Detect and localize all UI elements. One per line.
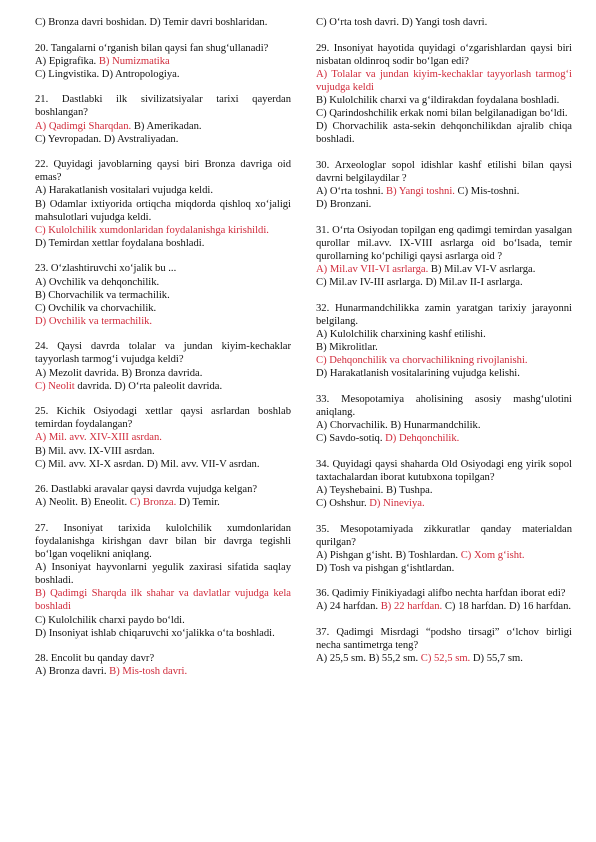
text-line — [35, 93, 291, 119]
correct-answer-text: A) Qadimgi Sharqdan. — [35, 120, 132, 132]
text-line — [316, 432, 572, 445]
question-text: A) Epigrafika. — [35, 55, 99, 67]
text-line — [35, 302, 291, 315]
question-text: 37. Qadimgi Misrdagi “podsho tirsagi” o‘lchov birligi necha santimetrga teng? — [316, 627, 572, 652]
text-line — [35, 16, 291, 29]
correct-answer-text: D) Ovchilik va termachilik. — [35, 315, 153, 327]
question-text: A) 24 harfdan. — [316, 601, 381, 613]
question-block — [35, 158, 291, 250]
question-text: D) Temir. — [176, 497, 220, 509]
right-column — [316, 16, 572, 678]
text-line — [35, 184, 291, 197]
text-line — [35, 627, 291, 640]
text-line — [316, 587, 572, 600]
question-text: C) O‘rta tosh davri. D) Yangi tosh davri. — [316, 17, 488, 28]
question-text: B) Amerikadan. — [131, 120, 202, 132]
question-text: A) Chorvachilik. B) Hunarmandchilik. — [316, 419, 481, 431]
text-line — [316, 16, 572, 29]
text-line — [316, 600, 572, 613]
question-text: C) Ovchilik va chorvachilik. — [35, 302, 157, 314]
correct-answer-text: B) Yangi toshni. — [386, 186, 455, 198]
text-line — [35, 120, 291, 133]
correct-answer-text: A) Tolalar va jundan kiyim-kechaklar tayyorlash tarmog‘i vujudga keldi — [316, 68, 572, 93]
text-line — [35, 55, 291, 68]
text-line — [35, 276, 291, 289]
correct-answer-text: C) Neolit — [35, 380, 75, 392]
text-line — [316, 562, 572, 575]
question-block — [35, 483, 291, 509]
question-text: C) Qarindoshchilik erkak nomi bilan belgilanadigan bo‘ldi. — [316, 108, 568, 120]
question-block — [35, 16, 291, 29]
text-line — [316, 302, 572, 328]
question-text: C) Oshshur. — [316, 497, 370, 509]
text-line — [316, 107, 572, 120]
question-text: B) Mikrolitlar. — [316, 341, 378, 353]
question-block — [35, 42, 291, 81]
correct-answer-text: B) Qadimgi Sharqda ilk shahar va davlatlar vujudga kela boshladi — [35, 588, 291, 613]
question-text: 30. Arxeologlar sopol idishlar kashf etilishi bilan qaysi davrni belgilaydilar ? — [316, 159, 572, 184]
question-text: D) Harakatlanish vositalarining vujudga kelishi. — [316, 368, 520, 380]
question-text: A) Pishgan g‘isht. B) Toshlardan. — [316, 549, 461, 561]
correct-answer-text: A) Mil.av VII-VI asrlarga. — [316, 264, 429, 275]
question-text: C) 18 harfdan. D) 16 harfdan. — [442, 601, 572, 613]
text-line — [316, 354, 572, 367]
question-text: C) Kulolchilik charxi paydo bo‘ldi. — [35, 614, 185, 626]
text-line — [316, 341, 572, 354]
question-text: davrida. D) O‘rta paleolit davrida. — [74, 380, 223, 392]
text-line — [316, 652, 572, 665]
question-block — [35, 522, 291, 640]
question-block — [316, 458, 572, 510]
text-line — [35, 237, 291, 250]
question-text: A) O‘rta toshni. — [316, 186, 387, 198]
question-block — [316, 626, 572, 665]
question-text: 26. Dastlabki aravalar qaysi davrda vujudga kelgan? — [35, 484, 258, 496]
text-line — [316, 159, 572, 185]
text-line — [35, 496, 291, 509]
text-line — [316, 263, 572, 276]
text-line — [35, 224, 291, 237]
question-block — [35, 93, 291, 145]
question-text: A) Mezolit davrida. B) Bronza davrida. — [35, 367, 203, 379]
text-line — [316, 224, 572, 263]
text-line — [316, 549, 572, 562]
question-text: 28. Encolit bu qanday davr? — [35, 653, 155, 665]
correct-answer-text: C) Dehqonchilik va chorvachilikning rivojlanishi. — [316, 355, 528, 367]
question-block — [316, 393, 572, 445]
question-text: A) Teyshebaini. B) Tushpa. — [316, 484, 433, 496]
question-block — [316, 16, 572, 29]
question-text: A) 25,5 sm. B) 55,2 sm. — [316, 653, 421, 665]
correct-answer-text: C) 52,5 sm. — [420, 653, 471, 665]
text-line — [316, 367, 572, 380]
question-text: 33. Mesopotamiya aholisining asosiy mashg‘ulotini aniqlang. — [316, 393, 572, 418]
text-line — [316, 419, 572, 432]
text-line — [35, 614, 291, 627]
text-line — [316, 393, 572, 419]
correct-answer-text: A) Mil. avv. XIV-XIII asrdan. — [35, 432, 162, 444]
question-text: A) Bronza davri. — [35, 666, 110, 678]
correct-answer-text: C) Kulolchilik xumdonlaridan foydalanishga kirishildi. — [35, 224, 269, 236]
question-text: D) Bronzani. — [316, 199, 372, 211]
question-text: 35. Mesopotamiyada zikkuratlar qanday materialdan qurilgan? — [316, 523, 572, 548]
question-text: D) Insoniyat ishlab chiqaruvchi xo‘jalikka o‘ta boshladi. — [35, 627, 275, 639]
question-text: A) Ovchilik va dehqonchilik. — [35, 276, 160, 288]
question-text: A) Neolit. B) Eneolit. — [35, 497, 130, 509]
text-line — [35, 340, 291, 366]
correct-answer-text: C) Xom g‘isht. — [460, 549, 525, 561]
question-text: 31. O‘rta Osiyodan topilgan eng qadimgi temirdan yasalgan qurollar mil.avv. IX-VIII asrlarga oid bo‘lsada, temir qurollarning ko‘pchiligi qaysi asrlarga oid ? — [316, 224, 572, 262]
text-line — [316, 185, 572, 198]
question-block — [316, 42, 572, 147]
text-line — [316, 328, 572, 341]
question-block — [316, 523, 572, 575]
left-column — [35, 16, 291, 691]
text-line — [35, 158, 291, 184]
text-line — [35, 665, 291, 678]
correct-answer-text: B) 22 harfdan. — [380, 601, 443, 613]
text-line — [35, 367, 291, 380]
text-line — [316, 42, 572, 68]
question-text: D) 55,7 sm. — [470, 653, 523, 665]
text-line — [35, 445, 291, 458]
question-block — [35, 405, 291, 470]
question-text: A) Kulolchilik charxining kashf etilishi. — [316, 328, 486, 340]
question-text: D) Chorvachilik asta-sekin dehqonchilikdan ajralib chiqa boshladi. — [316, 121, 572, 146]
correct-answer-text: B) Mis-tosh davri. — [109, 666, 188, 678]
text-line — [316, 120, 572, 146]
question-text: C) Lingvistika. D) Antropologiya. — [35, 68, 180, 80]
question-text: A) Harakatlanish vositalari vujudga keldi. — [35, 185, 213, 197]
question-text: 36. Qadimiy Finikiyadagi alifbo nechta harfdan iborat edi? — [316, 588, 566, 600]
question-text: C) Yevropadan. D) Avstraliyadan. — [35, 133, 179, 145]
question-text: 22. Quyidagi javoblarning qaysi biri Bronza davriga oid emas? — [35, 159, 291, 184]
question-block — [35, 340, 291, 392]
text-line — [35, 380, 291, 393]
question-text: 20. Tangalarni o‘rganish bilan qaysi fan shug‘ullanadi? — [35, 42, 269, 54]
question-text: 34. Quyidagi qaysi shaharda Old Osiyodagi eng yirik sopol taxtachalardan iborat kutubxona topilgan? — [316, 458, 572, 483]
correct-answer-text: C) Bronza. — [129, 497, 177, 509]
text-line — [316, 523, 572, 549]
question-block — [35, 262, 291, 327]
text-line — [316, 198, 572, 211]
question-text: C) Bronza davri boshidan. D) Temir davri boshlaridan. — [35, 17, 268, 28]
question-text: 21. Dastlabki ilk sivilizatsiyalar tarixi qayerdan boshlangan? — [35, 94, 291, 119]
question-text: A) Insoniyat hayvonlarni yegulik zaxirasi sifatida saqlay boshladi. — [35, 562, 291, 587]
question-block — [316, 224, 572, 289]
question-text: B) Kulolchilik charxi va g‘ildirakdan foydalana boshladi. — [316, 94, 560, 106]
question-text: 27. Insoniyat tarixida kulolchilik xumdonlaridan foydalanishga kirishgan davr bilan bir davrga tegishli bo‘lgan voqelikni aniqlang. — [35, 522, 291, 561]
correct-answer-text: B) Numizmatika — [98, 55, 170, 67]
text-line — [35, 561, 291, 587]
question-text: 32. Hunarmandchilikka zamin yaratgan tarixiy jarayonni belgilang. — [316, 302, 572, 327]
text-line — [316, 458, 572, 484]
text-line — [316, 68, 572, 94]
question-text: C) Mil. avv. XI-X asrdan. D) Mil. avv. VII-V asrdan. — [35, 458, 260, 470]
correct-answer-text: D) Dehqonchilik. — [385, 433, 460, 445]
text-line — [35, 133, 291, 146]
question-text: B) Chorvachilik va termachilik. — [35, 289, 170, 301]
text-line — [316, 484, 572, 497]
question-text: 24. Qaysi davrda tolalar va jundan kiyim-kechaklar tayyorlash tarmog‘i vujudga keldi? — [35, 341, 291, 366]
text-line — [35, 262, 291, 275]
text-line — [35, 458, 291, 471]
text-line — [35, 483, 291, 496]
text-line — [35, 42, 291, 55]
question-block — [35, 652, 291, 678]
text-line — [35, 431, 291, 444]
text-line — [316, 276, 572, 289]
question-block — [316, 587, 572, 613]
question-text: 23. O‘zlashtiruvchi xo‘jalik bu ... — [35, 263, 177, 275]
question-text: B) Mil. avv. IX-VIII asrdan. — [35, 445, 155, 457]
question-text: D) Temirdan xettlar foydalana boshladi. — [35, 237, 205, 249]
text-line — [35, 652, 291, 665]
text-line — [316, 497, 572, 510]
text-line — [35, 68, 291, 81]
question-text: 25. Kichik Osiyodagi xettlar qaysi asrlardan boshlab temirdan foydalangan? — [35, 406, 291, 431]
correct-answer-text: D) Nineviya. — [369, 497, 425, 509]
question-text: 29. Insoniyat hayotida quyidagi o‘zgarishlardan qaysi biri nisbatan oldinroq sodir bo‘lgan edi? — [316, 42, 572, 67]
question-text: C) Mis-toshni. — [454, 186, 520, 198]
question-text: C) Savdo-sotiq. — [316, 433, 386, 445]
question-text: C) Mil.av IV-III asrlarga. D) Mil.av II-I asrlarga. — [316, 277, 523, 289]
question-text: D) Tosh va pishgan g‘ishtlardan. — [316, 562, 455, 574]
text-line — [35, 405, 291, 431]
question-text: B) Mil.av VI-V asrlarga. — [428, 264, 536, 275]
text-line — [35, 522, 291, 561]
text-line — [35, 198, 291, 224]
question-block — [316, 302, 572, 381]
question-block — [316, 159, 572, 211]
text-line — [316, 626, 572, 652]
text-line — [35, 289, 291, 302]
text-line — [35, 587, 291, 613]
text-line — [316, 94, 572, 107]
question-text: B) Odamlar ixtiyorida ortiqcha miqdorda qishloq xo‘jaligi mahsulotlari vujudga keldi. — [35, 198, 291, 223]
text-line — [35, 315, 291, 328]
